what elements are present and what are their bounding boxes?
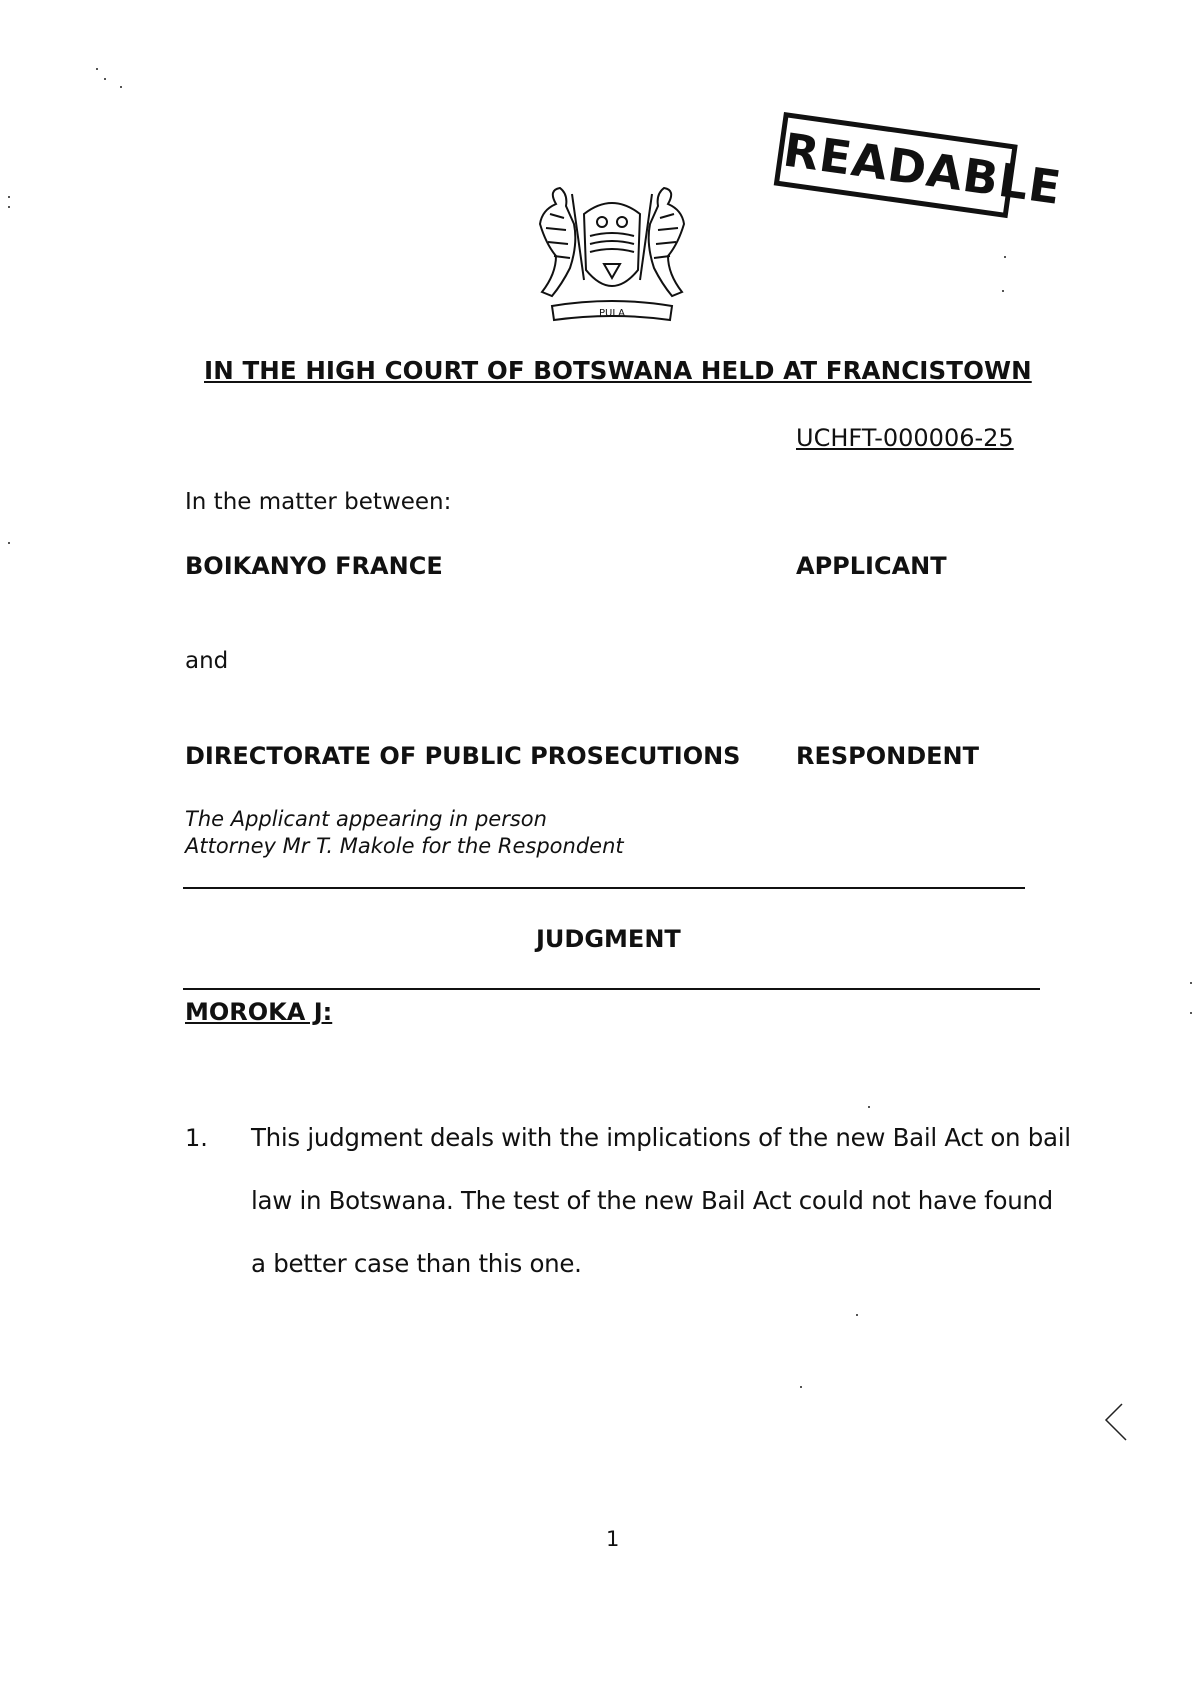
scan-speck	[1004, 256, 1006, 258]
judgment-heading: JUDGMENT	[536, 925, 681, 953]
respondent-role: RESPONDENT	[796, 742, 980, 770]
paragraph-number: 1.	[185, 1124, 208, 1152]
matter-intro: In the matter between:	[185, 489, 452, 515]
scan-speck	[868, 1106, 870, 1108]
applicant-name: BOIKANYO FRANCE	[185, 552, 443, 580]
counsel-appearances	[185, 806, 624, 860]
counsel-line-applicant: The Applicant appearing in person	[185, 807, 547, 831]
scan-speck	[8, 542, 10, 544]
divider-bottom	[183, 988, 1040, 990]
conjunction-and: and	[185, 648, 229, 674]
scan-mark	[1100, 1400, 1150, 1460]
scan-speck	[8, 196, 10, 198]
paragraph-text	[251, 1106, 1071, 1295]
scan-speck	[1002, 290, 1004, 292]
stamp-text: READABLE	[780, 122, 1065, 216]
readable-stamp	[774, 112, 1065, 218]
scan-speck	[1190, 1012, 1192, 1014]
emblem-motto: PULA	[599, 308, 625, 319]
applicant-role: APPLICANT	[796, 552, 947, 580]
paragraph-line: a better case than this one.	[251, 1249, 582, 1278]
scan-speck	[800, 1386, 802, 1388]
scan-speck	[120, 86, 122, 88]
scan-speck	[1190, 982, 1192, 984]
paragraph-line: This judgment deals with the implications of the new Bail Act on bail	[251, 1123, 1071, 1152]
scan-speck	[96, 68, 98, 70]
scan-speck	[8, 206, 10, 208]
divider-top	[183, 887, 1025, 889]
judge-name: MOROKA J:	[185, 998, 333, 1026]
scan-speck	[856, 1314, 858, 1316]
counsel-line-respondent: Attorney Mr T. Makole for the Respondent	[185, 834, 624, 858]
paragraph-line: law in Botswana. The test of the new Bail Act could not have found	[251, 1186, 1053, 1215]
scan-speck	[104, 78, 106, 80]
court-title: IN THE HIGH COURT OF BOTSWANA HELD AT FRANCISTOWN	[204, 356, 1032, 385]
respondent-name: DIRECTORATE OF PUBLIC PROSECUTIONS	[185, 742, 741, 770]
coat-of-arms-emblem	[512, 184, 712, 330]
page-number: 1	[606, 1527, 620, 1551]
case-number: UCHFT-000006-25	[796, 424, 1014, 452]
